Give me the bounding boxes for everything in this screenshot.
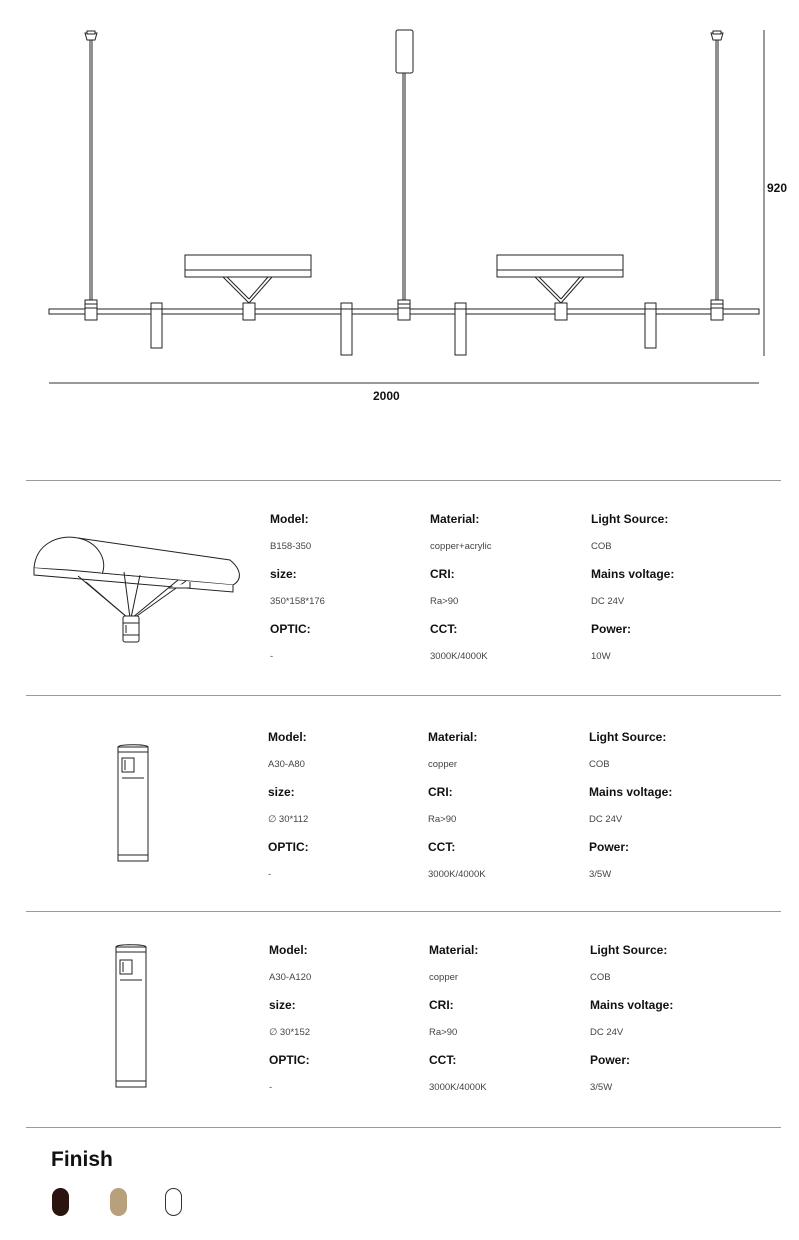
spec-label-mains-voltage: Mains voltage: — [591, 567, 675, 581]
height-dimension-label: 920 — [767, 181, 788, 195]
finish-swatch-white — [165, 1188, 182, 1216]
finish-title: Finish — [51, 1148, 113, 1171]
spec-value-cct: 3000K/4000K — [428, 869, 486, 880]
spec-label-power: Power: — [590, 1053, 631, 1067]
spec-value-model: A30-A80 — [268, 759, 305, 770]
spec-label-size: size: — [268, 785, 295, 799]
divider — [26, 480, 781, 481]
spec-value-material: copper — [428, 759, 458, 770]
spec-value-mains-voltage: DC 24V — [589, 814, 623, 825]
spec-value-cri: Ra>90 — [428, 814, 457, 825]
spec-value-mains-voltage: DC 24V — [591, 596, 625, 607]
spec-label-cct: CCT: — [428, 840, 456, 854]
spec-label-mains-voltage: Mains voltage: — [589, 785, 673, 799]
spec-label-light-source: Light Source: — [590, 943, 668, 957]
spec-label-light-source: Light Source: — [589, 730, 667, 744]
spec-value-material: copper — [429, 972, 459, 983]
spec-value-optic: - — [268, 869, 272, 880]
finish-swatch-champagne-gold — [110, 1188, 127, 1216]
cylinder-spot-long-icon — [110, 940, 152, 1092]
spec-label-cri: CRI: — [429, 998, 454, 1012]
spec-label-optic: OPTIC: — [269, 1053, 310, 1067]
spec-value-power: 10W — [591, 651, 611, 662]
spec-label-material: Material: — [429, 943, 479, 957]
spec-label-mains-voltage: Mains voltage: — [590, 998, 674, 1012]
spec-value-model: A30-A120 — [269, 972, 312, 983]
spec-label-power: Power: — [589, 840, 630, 854]
spec-label-model: Model: — [268, 730, 307, 744]
bridge-shade-luminaire-icon — [28, 530, 243, 650]
spec-value-light-source: COB — [591, 541, 612, 552]
spec-value-cct: 3000K/4000K — [430, 651, 488, 662]
spec-label-cct: CCT: — [430, 622, 458, 636]
spec-label-cri: CRI: — [428, 785, 453, 799]
spec-label-power: Power: — [591, 622, 632, 636]
spec-value-power: 3/5W — [590, 1082, 613, 1093]
spec-value-size: ∅ 30*152 — [269, 1027, 311, 1038]
spec-value-cri: Ra>90 — [429, 1027, 458, 1038]
spec-value-optic: - — [269, 1082, 273, 1093]
divider — [26, 1127, 781, 1128]
spec-value-material: copper+acrylic — [430, 541, 492, 552]
spec-label-size: size: — [270, 567, 297, 581]
width-dimension-label: 2000 — [373, 389, 400, 403]
spec-value-model: B158-350 — [270, 541, 312, 552]
spec-value-cct: 3000K/4000K — [429, 1082, 487, 1093]
spec-label-cri: CRI: — [430, 567, 455, 581]
spec-value-optic: - — [270, 651, 274, 662]
spec-label-optic: OPTIC: — [270, 622, 311, 636]
spec-label-model: Model: — [269, 943, 308, 957]
spec-value-power: 3/5W — [589, 869, 612, 880]
spec-value-size: 350*158*176 — [270, 596, 325, 607]
spec-value-size: ∅ 30*112 — [268, 814, 309, 825]
fixture-elevation-drawing — [0, 0, 799, 420]
spec-label-cct: CCT: — [429, 1053, 457, 1067]
spec-value-cri: Ra>90 — [430, 596, 459, 607]
spec-value-light-source: COB — [590, 972, 611, 983]
spec-label-light-source: Light Source: — [591, 512, 669, 526]
spec-label-material: Material: — [430, 512, 480, 526]
spec-value-light-source: COB — [589, 759, 610, 770]
spec-label-material: Material: — [428, 730, 478, 744]
divider — [26, 695, 781, 696]
divider — [26, 911, 781, 912]
cylinder-spot-short-icon — [112, 740, 154, 866]
finish-swatch-dark-brown — [52, 1188, 69, 1216]
spec-label-model: Model: — [270, 512, 309, 526]
spec-label-optic: OPTIC: — [268, 840, 309, 854]
spec-value-mains-voltage: DC 24V — [590, 1027, 624, 1038]
spec-label-size: size: — [269, 998, 296, 1012]
